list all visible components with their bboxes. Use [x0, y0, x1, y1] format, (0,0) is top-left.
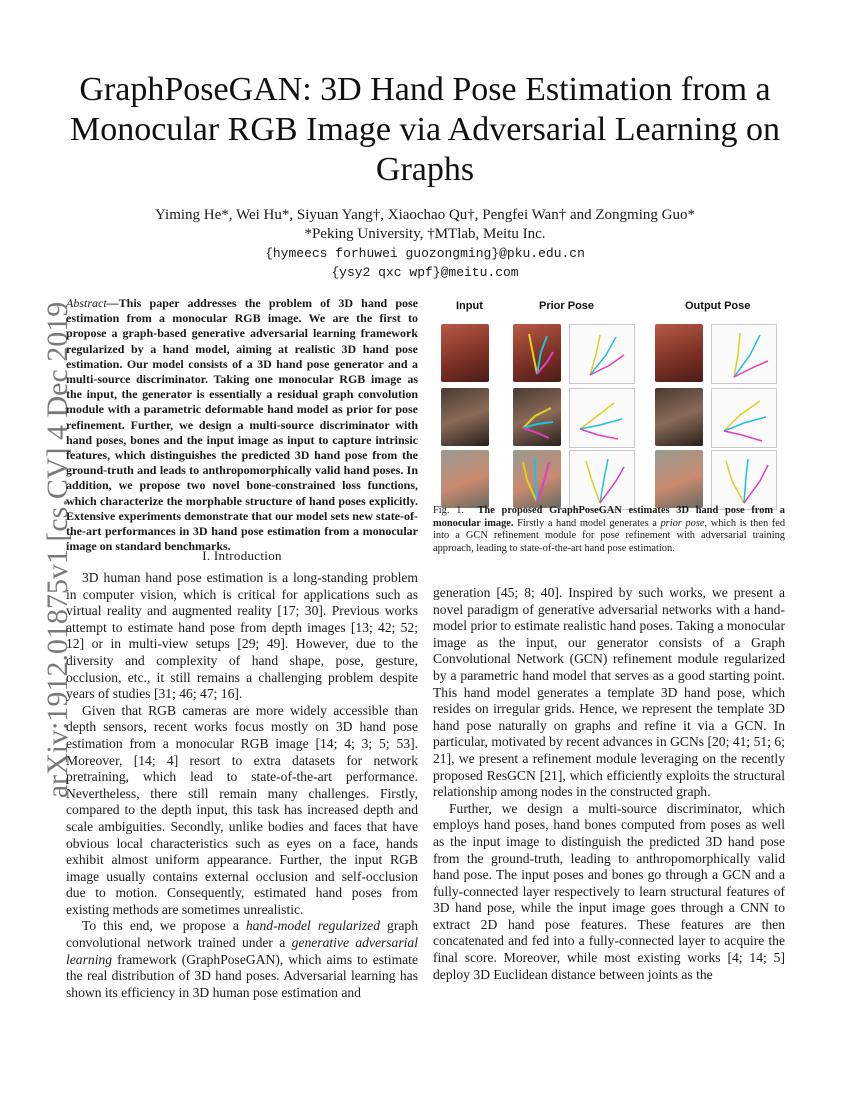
email-line-1: {hymeecs forhuwei guozongming}@pku.edu.cn [265, 246, 585, 261]
email-line-2: {ysy2 qxc wpf}@meitu.com [331, 265, 519, 280]
hand-photo-input [441, 388, 489, 446]
paragraph: To this end, we propose a hand-model regularized graph convolutional network trained under a generative adversarial learning framework (GraphPoseGAN), which aims to estimate the real distribution of 3D hand poses. Adversarial learning has shown its efficiency in 3D human pose estimation and [66, 918, 418, 1000]
prior-pose-3d-plot [569, 324, 635, 384]
hand-photo-output [655, 324, 703, 382]
hand-photo-input [441, 324, 489, 382]
arxiv-identifier-text: arXiv:1912.01875v1 [cs.CV] 4 Dec 2019 [41, 301, 74, 799]
hand-photo-prior-overlay [513, 450, 561, 508]
abstract [66, 296, 418, 554]
abstract-label: Abstract [66, 296, 107, 310]
hand-photo-prior-overlay [513, 324, 561, 382]
abstract-text: —This paper addresses the problem of 3D hand pose estimation from a monocular RGB image. We are the first to propose a graph-based generative adversarial learning framework regularized by a hand model, aiming at realistic 3D hand pose estimation. Our model consists of a 3D hand pose generator and a multi-source discriminator. Taking one monocular RGB image as the input, the generator is essentially a residual graph convolution module with a parametric deformable hand model as prior for pose refinement. Further, we design a multi-source discriminator with hand poses, bones and the input image as input to capture intrinsic features, which distinguishes the predicted 3D hand pose from the ground-truth and leads to anthropomorphically valid hand poses. In addition, we propose two novel bone-constrained loss functions, which characterize the morphable structure of hand poses explicitly. Extensive experiments demonstrate that our model sets new state-of-the-art performances in 3D hand pose estimation from a monocular image on standard benchmarks. [66, 296, 418, 554]
figure-1-caption: Fig. 1. The proposed GraphPoseGAN estimates 3D hand pose from a monocular image. Firstly a hand model generates a prior pose, which is then fed into a GCN refinement module for pose refinement with adversarial training approach, leading to state-of-the-art hand pose estimation. [433, 505, 786, 554]
figure-col-label-prior: Prior Pose [539, 300, 595, 312]
paper-title: GraphPoseGAN: 3D Hand Pose Estimation from a Monocular RGB Image via Adversarial Learning on Graphs [69, 71, 780, 188]
affiliations: *Peking University, †MTlab, Meitu Inc. [304, 226, 546, 242]
right-column-body [433, 585, 785, 983]
prior-pose-3d-plot [569, 450, 635, 510]
figure-col-label-input: Input [456, 300, 483, 312]
author-block [60, 206, 790, 282]
hand-photo-prior-overlay [513, 388, 561, 446]
figure-col-label-output: Output Pose [685, 300, 751, 312]
section-heading-introduction: I. Introduction [202, 548, 282, 563]
paragraph: Further, we design a multi-source discriminator, which employs hand poses, hand bones computed from poses as well as the input image to distinguish the predicted 3D hand pose from the ground-truth, leading to anthropomorphically valid hand pose. The input poses and bones go through a GCN and a fully-connected layer respectively to learn structural features of 3D hand pose, while the input image goes through a CNN to extract 2D hand pose features. These features are then concatenated and fed into a fully-connected layer to acquire the final score. Moreover, while most existing works [4; 14; 5] deploy 3D Euclidean distance between joints as the [433, 800, 785, 982]
figure-1 [433, 300, 785, 498]
prior-pose-3d-plot [569, 388, 635, 448]
left-column-body [66, 570, 418, 1001]
author-list: Yiming He*, Wei Hu*, Siyuan Yang†, Xiaochao Qu†, Pengfei Wan† and Zongming Guo* [155, 207, 695, 223]
output-pose-3d-plot [711, 324, 777, 384]
hand-photo-output [655, 388, 703, 446]
hand-photo-input [441, 450, 489, 508]
paragraph: 3D human hand pose estimation is a long-standing problem in computer vision, which is critical for applications such as virtual reality and augmented reality [17; 30]. Previous works attempt to estimate hand pose from depth images [13; 42; 52; 12] or in multi-view setups [29; 49]. However, due to the diversity and complexity of hand shape, pose, gesture, occlusion, etc., it still remains a challenging problem despite years of studies [31; 46; 47; 16]. [66, 570, 418, 702]
output-pose-3d-plot [711, 450, 777, 510]
paragraph: Given that RGB cameras are more widely accessible than depth sensors, recent works focus mostly on 3D hand pose estimation from a monocular RGB image [14; 4; 3; 5; 53]. Moreover, [14; 4] resort to extra datasets for network pretraining, which lead to state-of-the-art performance. Nevertheless, there still remain many challenges. Firstly, compared to the depth input, this task has increased depth and scale ambiguities. Secondly, unlike bodies and faces that have obvious local characteristics such as eyes on a face, hands exhibit almost uniform appearance. Further, the input RGB image usually contains external occlusion and self-occlusion due to motion. Consequently, estimated hand poses from existing methods are sometimes unrealistic. [66, 702, 418, 917]
paragraph: generation [45; 8; 40]. Inspired by such works, we present a novel paradigm of generative adversarial networks with a hand-model prior to estimate realistic hand poses. Taking a monocular image as the input, our generator consists of a Graph Convolutional Network (GCN) refinement module regularized by a parametric hand model that serves as a good starting point. This hand model generates a template 3D hand pose, which resides on irregular grids. Hence, we represent the template 3D hand pose naturally on graphs and refine it via a GCN. In particular, motivated by recent advances in GCNs [20; 41; 51; 6; 21], we present a refinement module leveraging on the recently proposed ResGCN [21], which efficiently exploits the structural relationship among nodes in the constructed graph. [433, 585, 785, 800]
output-pose-3d-plot [711, 388, 777, 448]
hand-photo-output [655, 450, 703, 508]
